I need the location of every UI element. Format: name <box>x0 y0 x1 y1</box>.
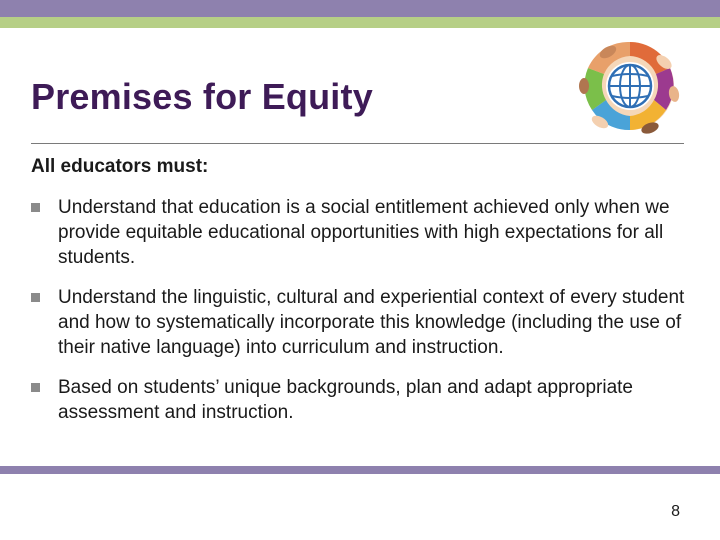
title-divider <box>31 143 684 144</box>
globe-hands-icon <box>578 38 682 134</box>
bullet-list <box>31 195 691 440</box>
top-accent-bar-purple <box>0 0 720 17</box>
square-bullet-icon <box>31 383 40 392</box>
list-item <box>31 195 691 270</box>
top-accent-bar-green <box>0 17 720 28</box>
slide-title: Premises for Equity <box>31 76 373 117</box>
square-bullet-icon <box>31 293 40 302</box>
bullet-text: Understand the linguistic, cultural and experiential context of every student and how to systematically incorporate this knowledge (including the use of their native language) into curriculum and instruction. <box>58 287 685 358</box>
list-item <box>31 375 691 425</box>
page-number: 8 <box>671 503 680 520</box>
square-bullet-icon <box>31 203 40 212</box>
list-item <box>31 285 691 360</box>
bullet-text: Based on students’ unique backgrounds, plan and adapt appropriate assessment and instruction. <box>58 377 634 423</box>
bottom-accent-bar <box>0 466 720 474</box>
bullet-text: Understand that education is a social entitlement achieved only when we provide equitable educational opportunities with high expectations for all students. <box>58 197 670 268</box>
intro-text: All educators must: <box>31 156 209 177</box>
